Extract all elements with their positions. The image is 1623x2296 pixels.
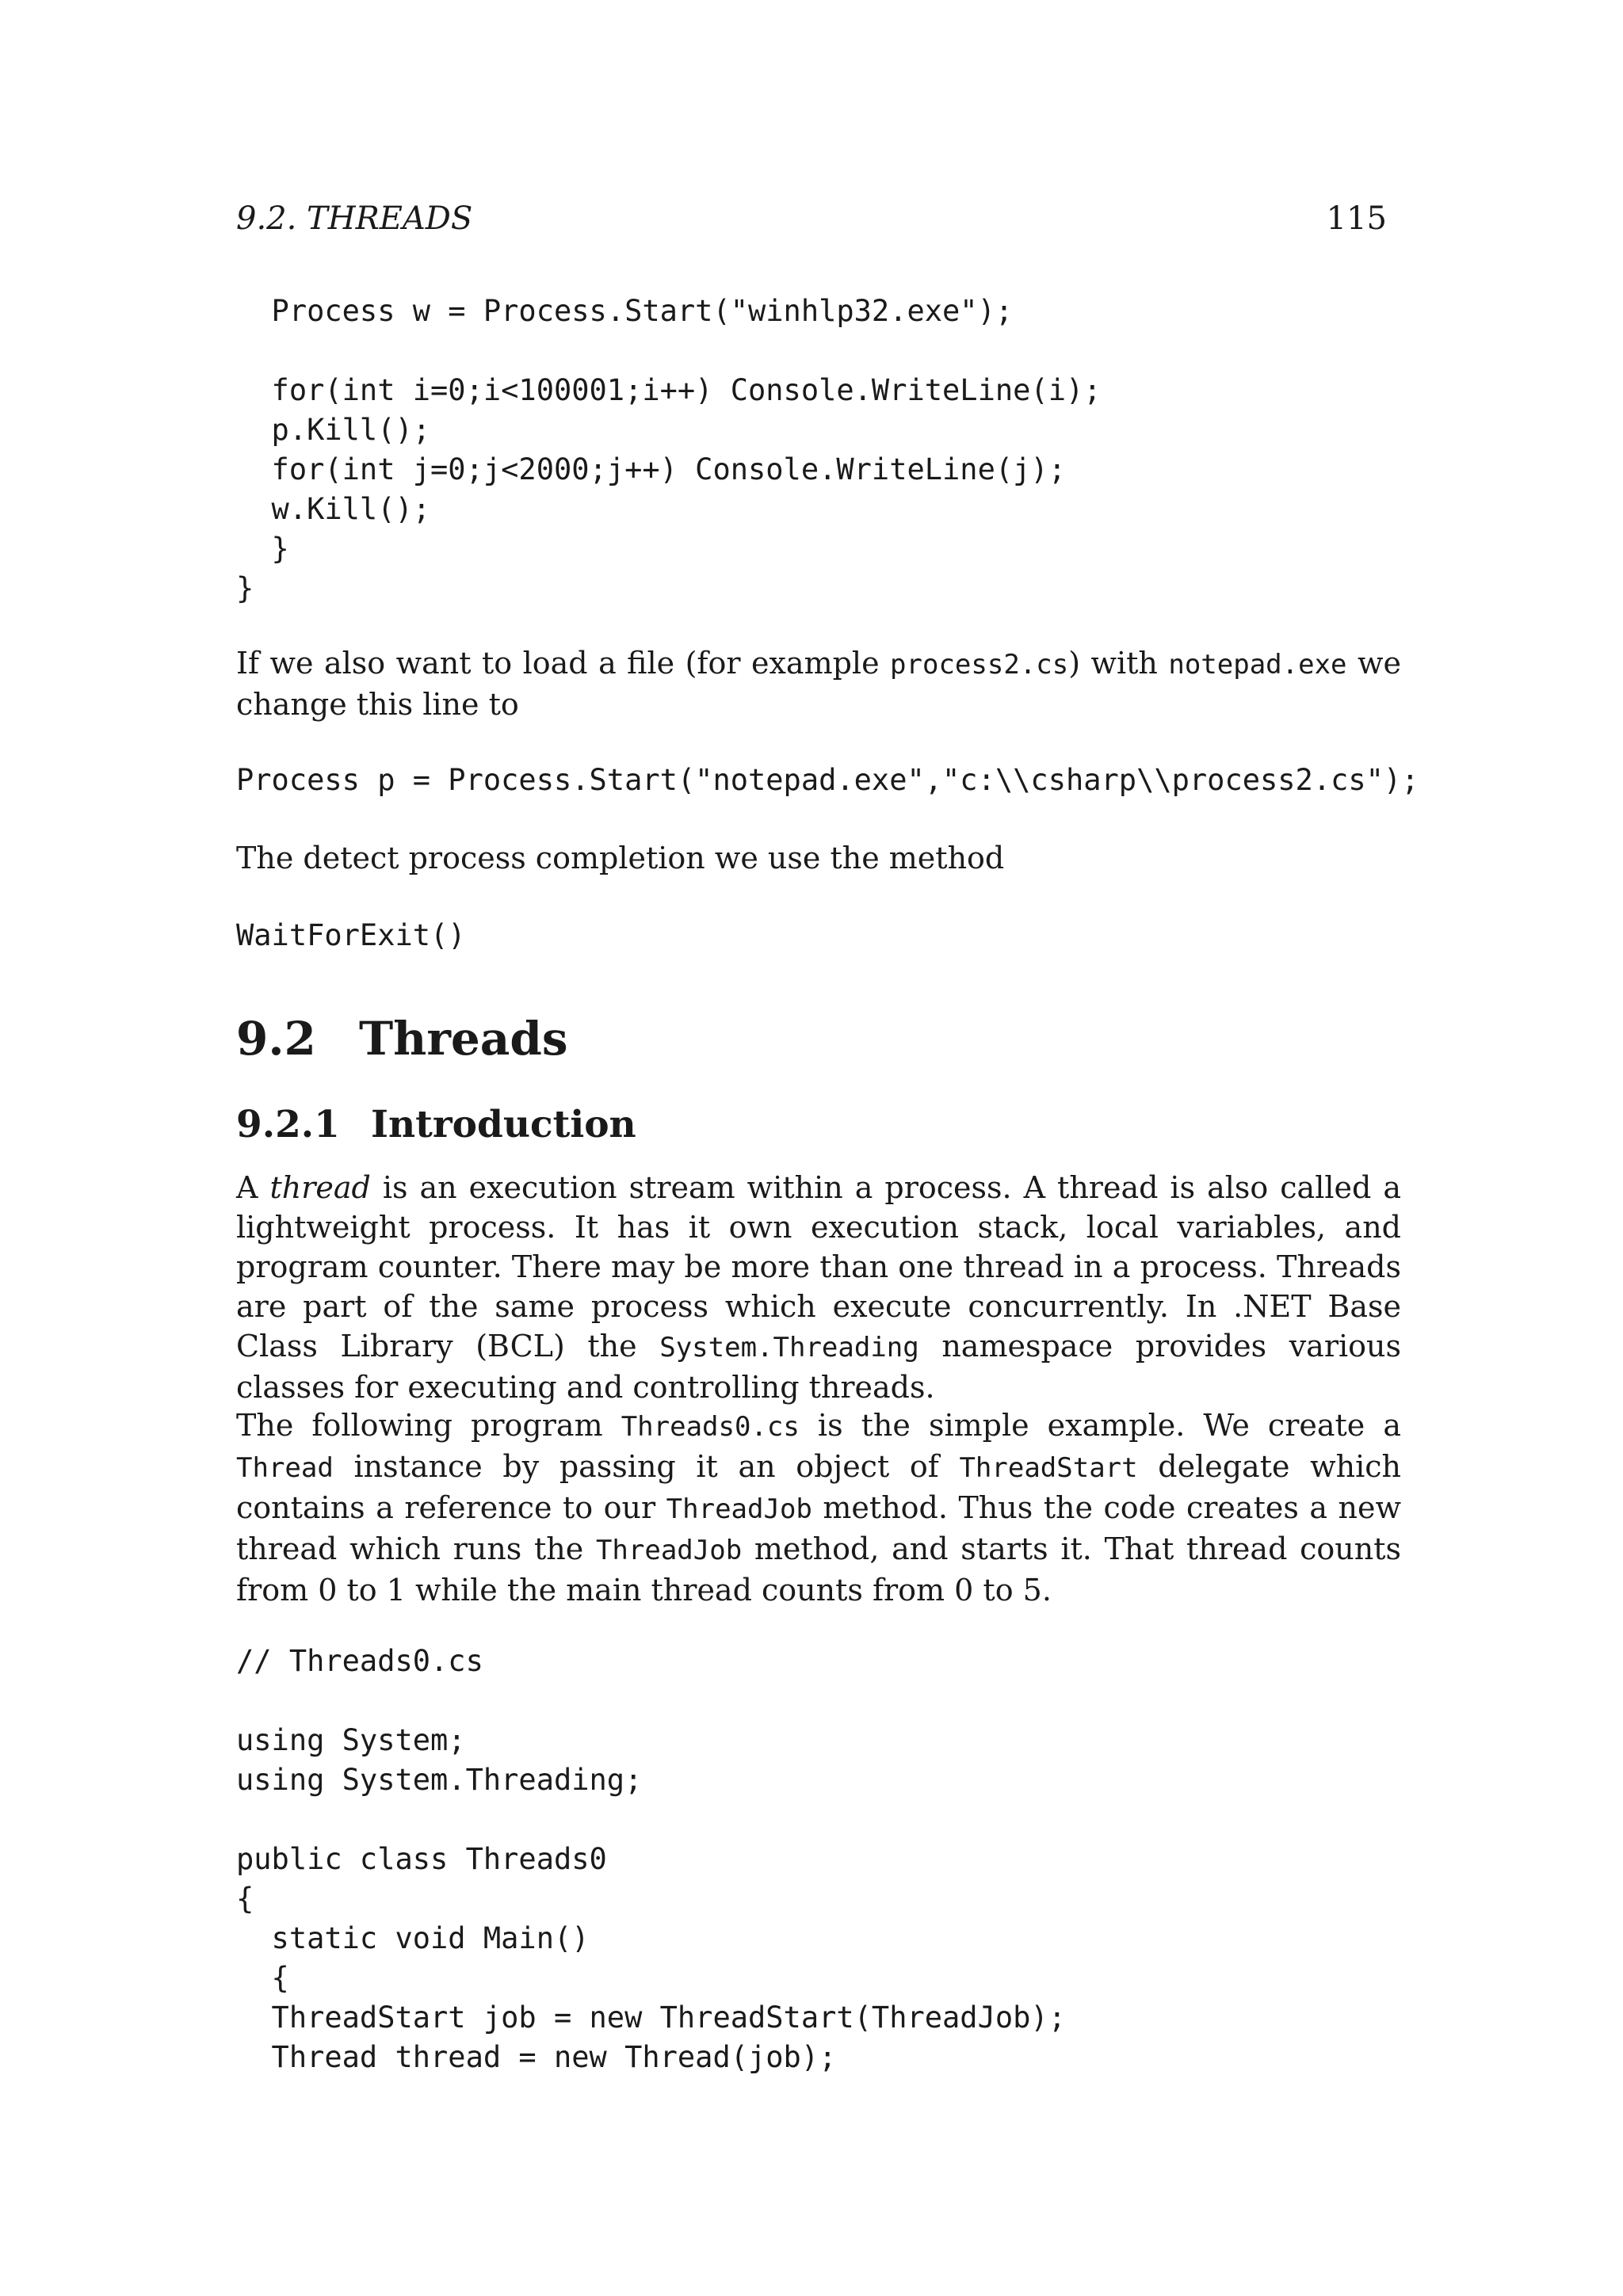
inline-code: process2.cs (890, 649, 1069, 681)
text: method, and starts it. That thread counts from 0 to 1 while the main thread counts from 0 to 5. (236, 1531, 1401, 1608)
text: If we also want to load a file (for example (236, 646, 891, 681)
inline-code: System.Threading (659, 1332, 919, 1363)
text: A (236, 1170, 270, 1205)
section-heading (236, 1011, 568, 1066)
subsection-heading (236, 1101, 636, 1149)
subsection-title: Introduction (371, 1103, 636, 1146)
paragraph-threads0-example (236, 1405, 1401, 1610)
running-header (236, 196, 1387, 241)
text: we change this line to (236, 646, 1401, 722)
text: is the simple example. We create a (799, 1408, 1402, 1443)
text: method. Thus the code creates a new thread which runs the (236, 1490, 1401, 1566)
code-block-top: Process w = Process.Start("winhlp32.exe"); for(int i=0;i<100001;i++) Console.WriteLine(i); p.Kill(); for(int j=0;j<2000;j++) Console.WriteLine(j); w.Kill(); } } (236, 294, 1102, 605)
text: is an execution stream within a process. A thread is also called a lightweight process. It has it own execution stack, local variables, and program counter. There may be more than one thread in a process. Threads are part of the same process which execute concurrently. In .NET Base Class Library (BCL) the (236, 1170, 1401, 1363)
running-title: 9.2. THREADS (236, 200, 473, 237)
code-wait-for-exit: WaitForExit() (236, 918, 466, 952)
paragraph-load-file (236, 643, 1401, 724)
code-line-process-start: Process p = Process.Start("notepad.exe","c:\\csharp\\process2.cs"); (236, 763, 1419, 797)
inline-code: ThreadStart (959, 1452, 1138, 1484)
code-block-threads0: // Threads0.cs using System; using System.Threading; public class Threads0 { static void Main() { ThreadStart job = new ThreadStart(ThreadJob); Thread thread = new Thread(job); (236, 1644, 1066, 2074)
paragraph-detect-completion: The detect process completion we use the method (236, 841, 1005, 875)
text: The following program (236, 1408, 621, 1443)
text: delegate which contains a reference to our (236, 1449, 1401, 1525)
section-number: 9.2 (236, 1012, 316, 1066)
section-title: Threads (359, 1012, 568, 1066)
text: instance by passing it an object of (333, 1449, 960, 1484)
inline-code: ThreadJob (595, 1535, 743, 1566)
text: namespace provides various classes for executing and controlling threads. (236, 1329, 1401, 1405)
subsection-number: 9.2.1 (236, 1103, 340, 1146)
page-number: 115 (1326, 200, 1387, 237)
inline-code: ThreadJob (666, 1493, 812, 1525)
inline-code: Threads0.cs (621, 1411, 800, 1443)
inline-code: Thread (236, 1452, 334, 1484)
text: ) with (1068, 646, 1169, 681)
emphasis: thread (269, 1170, 371, 1205)
inline-code: notepad.exe (1168, 649, 1347, 681)
paragraph-thread-intro (236, 1168, 1401, 1407)
